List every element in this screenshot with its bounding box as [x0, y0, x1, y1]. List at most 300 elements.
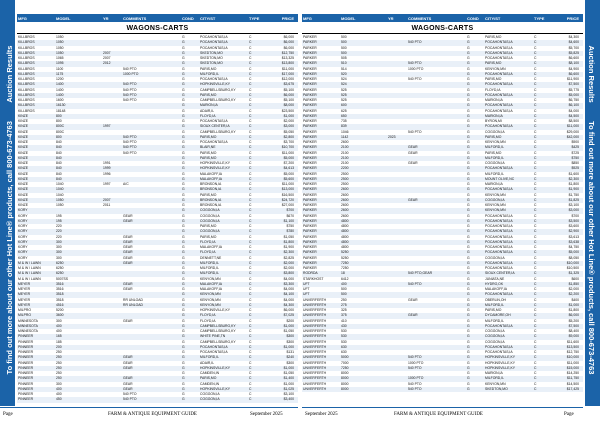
cell-mfg: PARKER [303, 113, 317, 118]
cell-mfg: PINNEER [18, 392, 34, 396]
cell-cond: G [467, 365, 470, 370]
footer-publication: FARM & ANTIQUE EQUIPMENT GUIDE [394, 412, 483, 417]
cell-type: C [249, 103, 252, 108]
cell-model: 300 [56, 245, 62, 249]
cell-city: KENYON,MN [485, 192, 506, 197]
cell-model: 250 [56, 355, 62, 360]
cell-comments: GEAR [123, 213, 133, 218]
cell-price: $2,825 [283, 255, 294, 260]
cell-model: 2100 [341, 150, 349, 155]
cell-mfg: MINNESOTA [18, 318, 38, 323]
cell-mfg: MEYER [18, 292, 31, 297]
cell-cond: G [467, 360, 470, 365]
cell-mfg: KINZE [18, 171, 28, 176]
cell-city: ADAIR,IL [200, 108, 215, 113]
cell-mfg: KINZE [18, 192, 28, 197]
cell-city: POCAHONTAS,IA [200, 77, 228, 81]
cell-type: C [249, 245, 252, 249]
cell-city: HOPKINSVILLE,KY [485, 355, 515, 360]
cell-city: POCAHONTAS,IA [200, 45, 228, 50]
cell-model: 525 [341, 98, 347, 102]
cell-cond: G [182, 171, 185, 176]
cell-model: 195 [56, 218, 62, 223]
cell-comments: GEAR [123, 360, 133, 365]
cell-price: $2,000 [283, 260, 294, 265]
cell-price: $14,250 [566, 371, 579, 375]
cell-cond: G [467, 40, 470, 45]
cell-cond: G [467, 176, 470, 181]
cell-cond: G [182, 197, 185, 202]
cell-mfg: UFT [303, 292, 310, 297]
cell-price: $4,300 [283, 302, 294, 307]
cell-model: 840 [56, 166, 62, 171]
cell-model: 3516 [56, 287, 64, 291]
cell-type: C [534, 308, 537, 312]
left-footer [0, 410, 298, 420]
col-mfg: MFG [18, 16, 27, 21]
cell-model: 250 [56, 376, 62, 381]
cell-city: FLOYD,IA [200, 239, 216, 244]
cell-price: $8,500 [568, 119, 579, 123]
cell-type: C [249, 229, 252, 234]
cell-city: MARION,IA [485, 182, 503, 186]
cell-city: HOPKINSVILLE,KY [485, 360, 515, 365]
cell-type: C [534, 171, 537, 176]
left-sidebar-banner [0, 0, 15, 406]
cell-city: PARIS,MO [200, 234, 217, 239]
cell-city: HYDRO,OK [485, 281, 504, 286]
cell-cond: G [182, 187, 185, 192]
footer-page-word: Page [564, 412, 574, 417]
cell-city: COGGON,IA [485, 161, 505, 165]
cell-price: $1,000 [283, 381, 294, 386]
cell-cond: G [467, 371, 470, 375]
cell-mfg: KILLBROS [18, 108, 35, 113]
cell-model: 400 [56, 386, 62, 391]
cell-city: COGGON,IA [200, 397, 220, 402]
cell-model: 6412 [341, 276, 349, 281]
cell-price: $1,000 [568, 302, 579, 307]
cell-model: 430 [341, 323, 347, 328]
cell-cond: G [182, 50, 185, 55]
cell-model: 5250 [341, 250, 349, 255]
cell-cond: G [182, 92, 185, 97]
cell-mfg: MILPRO [18, 313, 31, 318]
cell-price: $1,825 [568, 197, 579, 202]
cell-price: $5,600 [283, 176, 294, 181]
cell-mfg: UNVERFERTH [303, 339, 327, 344]
cell-city: PARIS,MO [485, 308, 502, 312]
cell-comments: GEAR [408, 145, 418, 150]
section-title: WAGONS-CARTS [126, 25, 189, 32]
cell-comments: GEAR [123, 386, 133, 391]
cell-city: POCAHONTAS,IA [200, 140, 228, 144]
cell-price: $8,400 [568, 329, 579, 333]
cell-cond: G [182, 250, 185, 255]
cell-type: C [249, 150, 252, 155]
cell-mfg: KILLBROS [18, 77, 35, 81]
cell-city: POCAHONTAS,IA [200, 119, 228, 123]
cell-cond: G [467, 302, 470, 307]
cell-comments: 540 PTO [408, 355, 422, 360]
cell-mfg: PINNEER [18, 339, 34, 344]
cell-type: C [534, 145, 537, 150]
cell-cond: G [467, 250, 470, 255]
cell-yr: 2011 [103, 203, 111, 207]
cell-city: ADAIR,IL [200, 360, 215, 365]
cell-model: 525 [341, 87, 347, 92]
cell-cond: G [467, 239, 470, 244]
cell-mfg: PARKER [303, 161, 317, 165]
cell-cond: G [182, 155, 185, 160]
cell-city: MARION,IA [200, 103, 218, 108]
cell-price: $1,000 [283, 344, 294, 349]
cell-model: 840 [56, 155, 62, 160]
cell-price: $1,050 [283, 234, 294, 239]
cell-price: $6,750 [568, 98, 579, 102]
cell-city: CAMPBELLSBURG,KY [200, 329, 236, 333]
cell-mfg: KINZE [18, 197, 28, 202]
cell-price: $11,000 [281, 150, 294, 155]
cell-cond: G [467, 203, 470, 207]
cell-cond: G [467, 281, 470, 286]
cell-type: C [534, 129, 537, 134]
cell-mfg: MINNESOTA [18, 323, 38, 328]
cell-price: $300 [286, 334, 294, 339]
cell-mfg: PARKER [303, 208, 317, 213]
cell-comments: 540 PTO [123, 397, 137, 402]
cell-model: 530 [341, 339, 347, 344]
cell-mfg: KILLBROS [18, 50, 35, 55]
cell-model: 1400 [56, 87, 64, 92]
cell-cond: G [467, 276, 470, 281]
cell-mfg: MEYER [18, 287, 31, 291]
cell-price: $670 [286, 213, 294, 218]
cell-price: $300 [286, 339, 294, 344]
cell-cond: G [182, 77, 185, 81]
cell-comments: GEAR [408, 161, 418, 165]
cell-type: C [534, 386, 537, 391]
cell-model: 800 [56, 134, 62, 139]
cell-price: $12,750 [281, 50, 294, 55]
cell-city: PARIS,MO [200, 224, 217, 228]
cell-model: 250 [56, 360, 62, 365]
cell-cond: G [467, 103, 470, 108]
cell-mfg: PARKER [303, 197, 317, 202]
cell-price: $3,600 [568, 224, 579, 228]
cell-comments: GEAR [123, 381, 133, 386]
cell-cond: G [182, 239, 185, 244]
cell-price: $3,400 [283, 397, 294, 402]
cell-model: 4800 [341, 234, 349, 239]
cell-type: C [534, 302, 537, 307]
cell-city: MALAKOFF,IA [200, 281, 223, 286]
cell-city: CAMPBELLSBURG,KY [200, 323, 236, 328]
cell-city: POCAHONTAS,IA [485, 40, 513, 45]
cell-type: C [249, 350, 252, 354]
cell-price: $200 [286, 318, 294, 323]
cell-type: C [534, 350, 537, 354]
cell-city: KENYON,MN [200, 292, 221, 297]
cell-mfg: KILLBROS [18, 87, 35, 92]
cell-city: POCAHONTAS,IA [485, 250, 513, 255]
cell-model: 200 [56, 344, 62, 349]
cell-cond: G [467, 35, 470, 39]
cell-model: 2100 [341, 161, 349, 165]
cell-city: CAMPBELLSBURG,KY [200, 129, 236, 134]
cell-model: 5200 [56, 308, 64, 312]
cell-model: 500 [341, 35, 347, 39]
cell-type: C [249, 297, 252, 302]
cell-type: C [534, 381, 537, 386]
col-cond: COND [467, 16, 479, 21]
cell-type: C [249, 339, 252, 344]
cell-city: BLAIR,NE [200, 145, 216, 150]
cell-type: C [534, 245, 537, 249]
cell-mfg: PARKER [303, 61, 317, 66]
cell-city: HOPKINSVILLE,KY [200, 166, 230, 171]
cell-price: $7,200 [283, 161, 294, 165]
cell-type: C [534, 176, 537, 181]
cell-type: C [249, 344, 252, 349]
cell-comments: 540 PTO [408, 61, 422, 66]
cell-cond: G [467, 260, 470, 265]
cell-cond: G [182, 229, 185, 234]
cell-type: C [249, 61, 252, 66]
cell-cond: G [467, 350, 470, 354]
cell-mfg: KILLBROS [18, 103, 35, 108]
cell-type: C [249, 134, 252, 139]
cell-mfg: KORY [18, 208, 28, 213]
cell-type: C [534, 329, 537, 333]
cell-price: $15,000 [566, 365, 579, 370]
cell-mfg: PARKER [303, 218, 317, 223]
cell-mfg: KORY [18, 234, 28, 239]
cell-model: 2600 [341, 203, 349, 207]
cell-city: SKEDTON,MO [200, 56, 223, 60]
cell-price: $16,500 [281, 192, 294, 197]
left-content [17, 0, 298, 406]
cell-mfg: PARKER [303, 145, 317, 150]
cell-cond: G [182, 182, 185, 186]
cell-type: C [249, 250, 252, 255]
cell-type: C [534, 276, 537, 281]
cell-cond: G [182, 323, 185, 328]
cell-cond: G [467, 134, 470, 139]
cell-model: 250 [341, 297, 347, 302]
cell-mfg: PINNEER [18, 371, 34, 375]
section-title: WAGONS-CARTS [411, 25, 474, 32]
col-yr: YR [388, 16, 394, 21]
cell-type: C [249, 287, 252, 291]
cell-mfg: UNVERFERTH [303, 302, 327, 307]
cell-type: C [249, 397, 252, 402]
cell-mfg: KORY [18, 224, 28, 228]
cell-city: HOPKINSVILLE,KY [200, 82, 230, 87]
cell-city: POCAHONTAS,IA [485, 213, 513, 218]
cell-model: 8000 [341, 376, 349, 381]
cell-mfg: KILLBROS [18, 61, 35, 66]
cell-type: C [249, 161, 252, 165]
cell-model: 4800 [341, 218, 349, 223]
col-mfg: MFG [303, 16, 312, 21]
cell-mfg: UNVERFERTH [303, 297, 327, 302]
cell-city: PARIS,MO [485, 77, 502, 81]
cell-price: $11,000 [281, 182, 294, 186]
cell-type: C [249, 166, 252, 171]
left-results-table [17, 35, 298, 403]
cell-mfg: KINZE [18, 124, 28, 129]
cell-price: $11,900 [566, 77, 579, 81]
cell-cond: G [467, 108, 470, 113]
cell-price: $925 [571, 166, 579, 171]
cell-city: COGGON,IA [485, 334, 505, 339]
cell-model: 630 [341, 350, 347, 354]
cell-model: 4800 [341, 239, 349, 244]
cell-city: OBERLIN,OH [485, 297, 506, 302]
cell-cond: G [182, 192, 185, 197]
cell-model: 6250 [56, 260, 64, 265]
cell-model: 1050 [56, 50, 64, 55]
cell-type: C [249, 218, 252, 223]
cell-type: C [249, 119, 252, 123]
cell-cond: G [182, 260, 185, 265]
cell-yr: 2007 [103, 56, 111, 60]
cell-type: C [249, 308, 252, 312]
cell-city: MILFORD,IL [485, 302, 505, 307]
cell-comments: 540 PTO [408, 381, 422, 386]
cell-cond: G [182, 350, 185, 354]
cell-mfg: PARKER [303, 250, 317, 255]
cell-model: 300 [56, 318, 62, 323]
cell-price: $700 [286, 208, 294, 213]
cell-price: $17,000 [281, 71, 294, 76]
cell-type: C [249, 208, 252, 213]
footer-date: September 2025 [250, 412, 283, 417]
cell-mfg: STARKHOST [303, 276, 324, 281]
cell-type: C [534, 371, 537, 375]
cell-mfg: UNVERFERTH [303, 381, 327, 386]
cell-city: PARIS,MO [485, 134, 502, 139]
cell-cond: G [182, 344, 185, 349]
cell-cond: G [467, 155, 470, 160]
cell-price: $131 [286, 350, 294, 354]
cell-price: $1,900 [568, 187, 579, 192]
footer-publication: FARM & ANTIQUE EQUIPMENT GUIDE [108, 412, 197, 417]
cell-cond: G [467, 192, 470, 197]
cell-city: POCAHONTAS,IA [485, 103, 513, 108]
cell-cond: G [182, 365, 185, 370]
cell-price: $850 [571, 161, 579, 165]
cell-type: C [534, 360, 537, 365]
cell-city: KENYON,MN [485, 203, 506, 207]
cell-price: $2,200 [568, 292, 579, 297]
cell-mfg: KINZE [18, 134, 28, 139]
cell-model: 2500 [341, 171, 349, 176]
cell-city: PARIS,MO [200, 134, 217, 139]
cell-city: CAMPBELLSBURG,KY [200, 339, 236, 344]
cell-cond: G [467, 119, 470, 123]
cell-cond: G [467, 271, 470, 276]
cell-type: C [534, 56, 537, 60]
cell-model: 4516 [56, 302, 64, 307]
cell-model: 1142 [341, 134, 349, 139]
cell-price: $5,700 [568, 45, 579, 50]
cell-price: $2,300 [568, 176, 579, 181]
cell-price: $1,050 [283, 329, 294, 333]
right-content [302, 0, 583, 406]
cell-mfg: M & W / LAWN [18, 276, 41, 281]
cell-type: C [534, 287, 537, 291]
cell-mfg: PARKER [303, 187, 317, 192]
cell-city: DYCAMORE,OH [485, 313, 511, 318]
cell-cond: G [182, 313, 185, 318]
cell-model: 2600 [341, 187, 349, 192]
cell-city: SKEDTON,MO [485, 386, 508, 391]
cell-price: $7,500 [568, 323, 579, 328]
cell-price: $5,050 [283, 129, 294, 134]
cell-comments: 1000 PTO [123, 71, 139, 76]
cell-mfg: KILLBROS [18, 82, 35, 87]
cell-type: C [534, 155, 537, 160]
cell-model: 400 [341, 281, 347, 286]
cell-city: POCAHONTAS,IA [485, 56, 513, 60]
cell-cond: G [467, 66, 470, 71]
cell-yr: 1997 [103, 182, 111, 186]
cell-model: 4800 [341, 229, 349, 234]
cell-city: POCAHONTAS,IA [485, 350, 513, 354]
cell-price: $23,500 [281, 108, 294, 113]
cell-mfg: PARKER [303, 155, 317, 160]
cell-comments: GEAR [408, 197, 418, 202]
cell-comments: 1000 PTO [408, 66, 424, 71]
cell-model: 8000 [341, 371, 349, 375]
cell-model: 840 [56, 161, 62, 165]
cell-type: C [249, 234, 252, 239]
cell-mfg: PARKER [303, 124, 317, 129]
cell-mfg: PARKER [303, 103, 317, 108]
col-type: TYPE [534, 16, 545, 21]
cell-price: $780 [286, 229, 294, 234]
cell-city: FLOYD,IA [485, 87, 501, 92]
cell-type: C [534, 61, 537, 66]
cell-mfg: PARKER [303, 87, 317, 92]
cell-cond: G [467, 329, 470, 333]
cell-model: 325 [341, 308, 347, 312]
cell-city: HOPKINSVILLE,KY [200, 365, 230, 370]
cell-mfg: KILLBROS [18, 35, 35, 39]
cell-mfg: UNVERFERTH [303, 386, 327, 391]
cell-cond: G [467, 113, 470, 118]
cell-mfg: PINNEER [18, 365, 34, 370]
cell-mfg: PARKER [303, 45, 317, 50]
cell-type: C [249, 355, 252, 360]
cell-cond: G [467, 292, 470, 297]
cell-type: C [249, 129, 252, 134]
cell-type: C [534, 218, 537, 223]
cell-type: C [249, 66, 252, 71]
cell-type: C [249, 318, 252, 323]
cell-cond: G [467, 150, 470, 155]
cell-city: POCAHONTAS,IA [485, 71, 513, 76]
cell-city: POCAHONTAS,IA [485, 218, 513, 223]
cell-city: COGGON,IA [485, 339, 505, 344]
cell-model: 2500 [341, 182, 349, 186]
cell-comments: 540 PTO,GEAR [408, 271, 433, 276]
cell-price: $11,000 [566, 360, 579, 365]
cell-mfg: PARKER [303, 213, 317, 218]
cell-city: POCAHONTAS,IA [485, 166, 513, 171]
